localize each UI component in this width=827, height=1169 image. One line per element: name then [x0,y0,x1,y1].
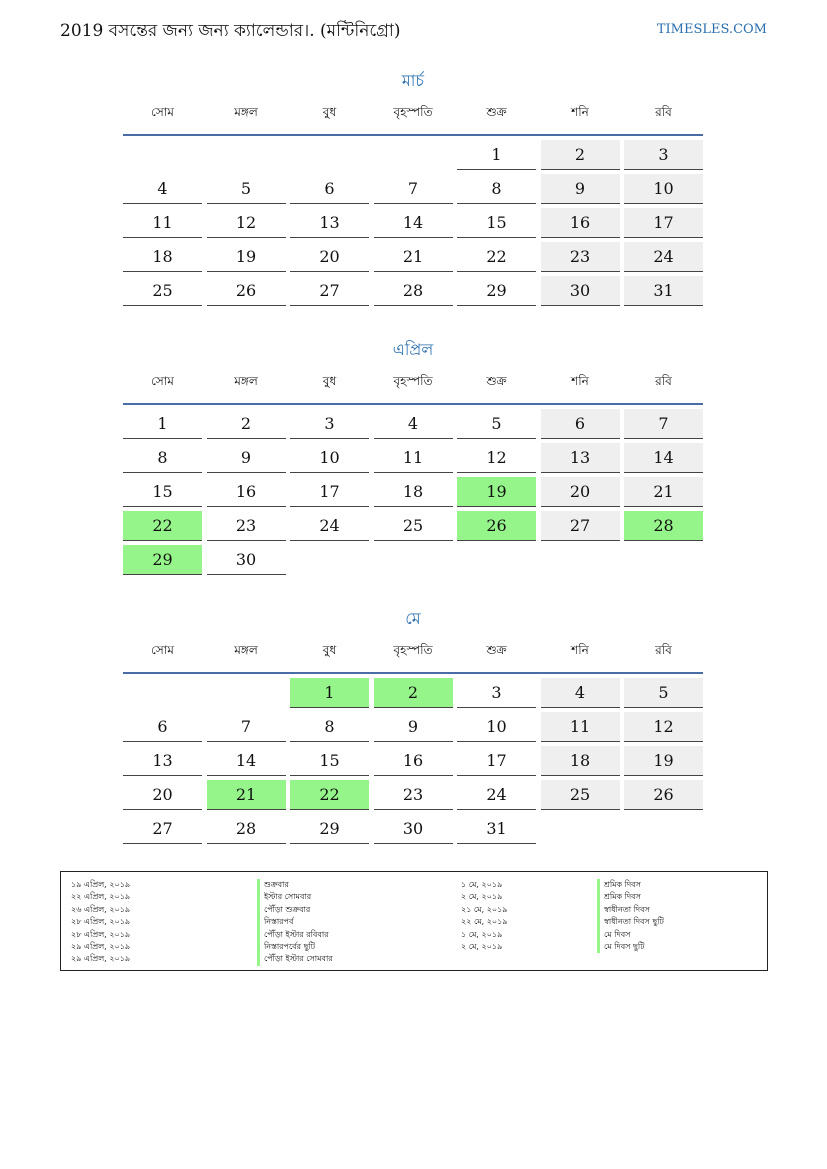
header-rule [123,403,703,405]
day-cell: 9 [541,174,620,204]
day-cell: 12 [457,443,536,473]
legend-holiday-name: ইস্টার সোমবার [257,891,333,903]
legend-date: ২১ মে, ২০১৯ [461,904,508,914]
empty-cell [290,140,369,170]
legend-date: ২৬ এপ্রিল, ২০১৯ [71,904,131,914]
day-cell: 27 [123,814,202,844]
weekday-label: মঙ্গল [234,643,258,657]
day-cell: 5 [457,409,536,439]
legend-holiday-name: পৌঁড়া শুক্রবার [257,904,333,916]
day-cell: 18 [374,477,453,507]
header-rule [123,134,703,136]
day-cell: 3 [457,678,536,708]
days-grid [123,140,703,306]
weekday-label: বুধ [322,105,337,119]
weekday-label: শনি [571,643,589,657]
weekday-label: বৃহস্পতি [393,105,433,119]
weekday-label: সোম [151,105,174,119]
day-cell: 7 [374,174,453,204]
holiday-day-cell: 26 [457,511,536,541]
day-cell: 10 [290,443,369,473]
day-cell: 24 [624,242,703,272]
holiday-day-cell: 21 [207,780,286,810]
day-cell: 11 [123,208,202,238]
weekday-label: মঙ্গল [234,374,258,388]
weekday-label: শুক্র [486,643,507,657]
weekday-label: বৃহস্পতি [393,374,433,388]
holiday-day-cell: 1 [290,678,369,708]
month-title: মার্চ [401,71,425,90]
legend-date: ২২ মে, ২০১৯ [461,917,508,927]
weekday-label: শনি [571,105,589,119]
legend-date: ২৯ এপ্রিল, ২০১৯ [71,941,131,951]
day-cell: 7 [207,712,286,742]
holiday-day-cell: 22 [123,511,202,541]
legend-date: ১৯ এপ্রিল, ২০১৯ [71,880,131,889]
legend-names-left [257,879,333,966]
weekday-label: রবি [655,374,672,388]
day-cell: 6 [541,409,620,439]
days-grid [123,678,703,844]
weekday-label: শুক্র [486,105,507,119]
day-cell: 28 [207,814,286,844]
legend-holiday-name: পৌঁড়া ইস্টার সোমবার [257,953,333,965]
weekday-header [123,632,703,672]
day-cell: 10 [457,712,536,742]
weekday-header [123,363,703,403]
weekday-label: শুক্র [486,374,507,388]
empty-cell [374,140,453,170]
site-link[interactable]: TIMESLES.COM [656,22,767,37]
day-cell: 23 [374,780,453,810]
day-cell: 9 [374,712,453,742]
empty-cell [207,678,286,708]
day-cell: 12 [624,712,703,742]
day-cell: 1 [457,140,536,170]
day-cell: 20 [541,477,620,507]
day-cell: 15 [457,208,536,238]
weekday-header [123,94,703,134]
legend-date: ২ মে, ২০১৯ [461,941,503,951]
day-cell: 21 [374,242,453,272]
page-header [60,18,767,46]
day-cell: 28 [374,276,453,306]
day-cell: 5 [207,174,286,204]
day-cell: 7 [624,409,703,439]
day-cell: 8 [290,712,369,742]
days-grid [123,409,703,575]
legend-holiday-name: স্বাধীনতা দিবস [597,904,664,916]
legend-holiday-name: শুক্রবার [257,879,333,891]
day-cell: 25 [374,511,453,541]
day-cell: 18 [541,746,620,776]
day-cell: 16 [541,208,620,238]
day-cell: 30 [207,545,286,575]
legend-holiday-name: স্বাধীনতা দিবস ছুটি [597,916,664,928]
legend-names-right [597,879,664,953]
weekday-label: সোম [151,643,174,657]
empty-cell [207,140,286,170]
day-cell: 17 [457,746,536,776]
legend-date: ১ মে, ২০১৯ [461,929,503,939]
legend-date: ২ মে, ২০১৯ [461,892,503,902]
day-cell: 29 [457,276,536,306]
day-cell: 14 [374,208,453,238]
weekday-label: বৃহস্পতি [393,643,433,657]
month-april [123,337,703,575]
legend-date: ১ মে, ২০১৯ [461,880,503,889]
weekday-label: মঙ্গল [234,105,258,119]
day-cell: 27 [290,276,369,306]
day-cell: 19 [624,746,703,776]
day-cell: 31 [624,276,703,306]
holiday-day-cell: 28 [624,511,703,541]
holiday-day-cell: 19 [457,477,536,507]
day-cell: 30 [541,276,620,306]
legend-holiday-name: নিস্তারপর্বের ছুটি [257,941,333,953]
empty-cell [123,678,202,708]
day-cell: 12 [207,208,286,238]
holiday-legend [60,871,768,971]
day-cell: 20 [290,242,369,272]
day-cell: 1 [123,409,202,439]
weekday-label: শনি [571,374,589,388]
day-cell: 2 [541,140,620,170]
weekday-label: বুধ [322,643,337,657]
day-cell: 4 [541,678,620,708]
day-cell: 6 [123,712,202,742]
day-cell: 8 [123,443,202,473]
day-cell: 15 [290,746,369,776]
day-cell: 26 [624,780,703,810]
page-title: 2019 বসন্তের জন্য জন্য ক্যালেন্ডার।. (মন্টিনিগ্রো) [60,21,401,41]
day-cell: 20 [123,780,202,810]
legend-holiday-name: পৌঁড়া ইস্টার রবিবার [257,929,333,941]
legend-holiday-name: মে দিবস [597,929,664,941]
day-cell: 10 [624,174,703,204]
day-cell: 5 [624,678,703,708]
empty-cell [123,140,202,170]
day-cell: 18 [123,242,202,272]
day-cell: 2 [207,409,286,439]
month-may [123,606,703,844]
header-rule [123,672,703,674]
day-cell: 3 [624,140,703,170]
day-cell: 24 [457,780,536,810]
day-cell: 16 [207,477,286,507]
day-cell: 31 [457,814,536,844]
day-cell: 21 [624,477,703,507]
day-cell: 30 [374,814,453,844]
day-cell: 4 [123,174,202,204]
day-cell: 11 [541,712,620,742]
day-cell: 9 [207,443,286,473]
day-cell: 17 [290,477,369,507]
day-cell: 24 [290,511,369,541]
day-cell: 3 [290,409,369,439]
legend-date: ২৯ এপ্রিল, ২০১৯ [71,954,131,964]
legend-dates-right [461,879,508,953]
day-cell: 26 [207,276,286,306]
day-cell: 17 [624,208,703,238]
legend-date: ২৮ এপ্রিল, ২০১৯ [71,929,131,939]
day-cell: 13 [541,443,620,473]
month-march [123,68,703,306]
month-title: মে [405,609,421,628]
day-cell: 15 [123,477,202,507]
weekday-label: সোম [151,374,174,388]
day-cell: 11 [374,443,453,473]
legend-holiday-name: শ্রমিক দিবস [597,891,664,903]
legend-holiday-name: শ্রমিক দিবস [597,879,664,891]
weekday-label: রবি [655,643,672,657]
day-cell: 23 [207,511,286,541]
legend-date: ২২ এপ্রিল, ২০১৯ [71,892,131,902]
day-cell: 8 [457,174,536,204]
day-cell: 14 [624,443,703,473]
month-title: এপ্রিল [392,340,434,359]
holiday-day-cell: 29 [123,545,202,575]
day-cell: 25 [541,780,620,810]
day-cell: 13 [123,746,202,776]
weekday-label: বুধ [322,374,337,388]
day-cell: 4 [374,409,453,439]
day-cell: 13 [290,208,369,238]
legend-holiday-name: মে দিবস ছুটি [597,941,664,953]
holiday-day-cell: 2 [374,678,453,708]
day-cell: 23 [541,242,620,272]
day-cell: 19 [207,242,286,272]
legend-holiday-name: নিস্তারপর্ব [257,916,333,928]
day-cell: 29 [290,814,369,844]
holiday-day-cell: 22 [290,780,369,810]
day-cell: 27 [541,511,620,541]
day-cell: 6 [290,174,369,204]
day-cell: 16 [374,746,453,776]
day-cell: 22 [457,242,536,272]
legend-date: ২৮ এপ্রিল, ২০১৯ [71,917,131,927]
day-cell: 14 [207,746,286,776]
weekday-label: রবি [655,105,672,119]
day-cell: 25 [123,276,202,306]
legend-dates-left [71,879,130,966]
